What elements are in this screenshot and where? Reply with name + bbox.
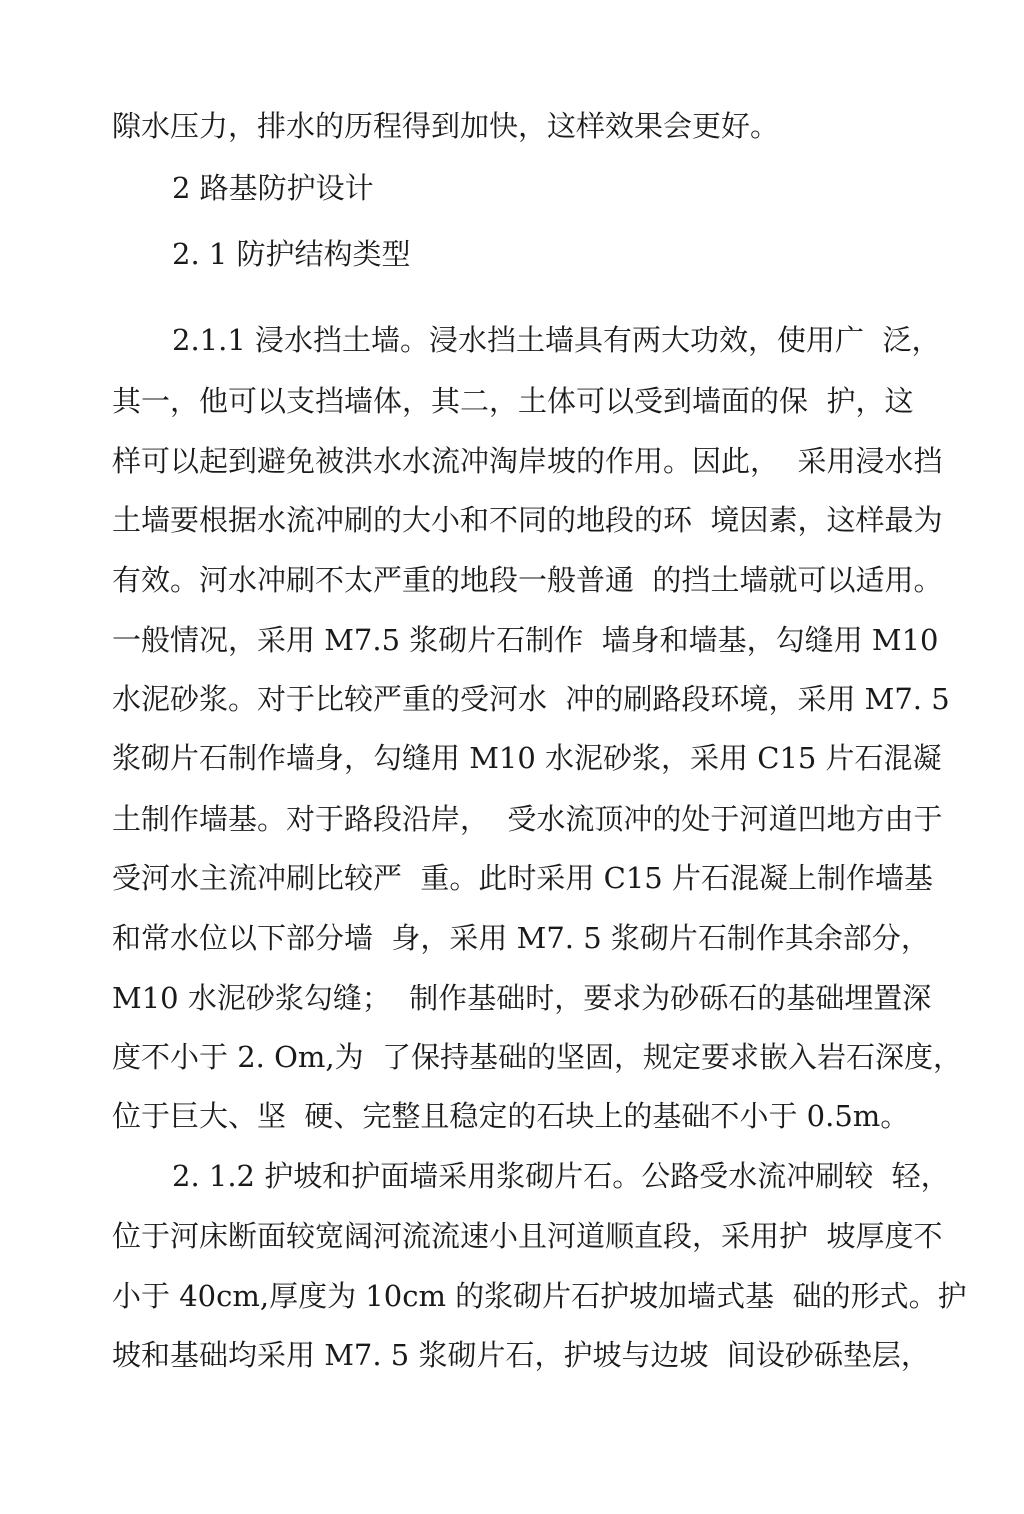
paragraph-line: 和常水位以下部分墙 身，采用 M7. 5 浆砌片石制作其余部分， — [112, 921, 930, 955]
section-heading: 2 路基防护设计 — [172, 171, 374, 205]
paragraph-line: 位于巨大、坚 硬、完整且稳定的石块上的基础不小于 0.5m。 — [112, 1099, 910, 1133]
paragraph-line: 2. 1.2 护坡和护面墙采用浆砌片石。公路受水流冲刷较 轻， — [172, 1159, 950, 1193]
paragraph-line: 有效。河水冲刷不太严重的地段一般普通 的挡土墙就可以适用。 — [112, 563, 943, 597]
paragraph-line: M10 水泥砂浆勾缝； 制作基础时，要求为砂砾石的基础埋置深 — [112, 981, 932, 1015]
paragraph-line: 土制作墙基。对于路段沿岸， 受水流顶冲的处于河道凹地方由于 — [112, 802, 943, 836]
paragraph-line: 度不小于 2. Om,为 了保持基础的坚固，规定要求嵌入岩石深度， — [112, 1040, 963, 1074]
paragraph-line: 位于河床断面较宽阔河流流速小且河道顺直段，采用护 坡厚度不 — [112, 1219, 943, 1253]
paragraph-line: 2.1.1 浸水挡土墙。浸水挡土墙具有两大功效，使用广 泛， — [172, 323, 941, 357]
paragraph-line: 样可以起到避免被洪水水流冲淘岸坡的作用。因此， 采用浸水挡 — [112, 444, 943, 478]
paragraph-line: 坡和基础均采用 M7. 5 浆砌片石，护坡与边坡 间设砂砾垫层， — [112, 1338, 930, 1372]
paragraph-line: 其一，他可以支挡墙体，其二，土体可以受到墙面的保 护，这 — [112, 384, 914, 418]
paragraph-line: 土墙要根据水流冲刷的大小和不同的地段的环 境因素，这样最为 — [112, 503, 943, 537]
paragraph-line: 浆砌片石制作墙身，勾缝用 M10 水泥砂浆，采用 C15 片石混凝 — [112, 741, 942, 775]
paragraph-line: 受河水主流冲刷比较严 重。此时采用 C15 片石混凝上制作墙基 — [112, 861, 933, 895]
paragraph-line: 小于 40cm,厚度为 10cm 的浆砌片石护坡加墙式基 础的形式。护 — [112, 1279, 967, 1313]
paragraph-line: 水泥砂浆。对于比较严重的受河水 冲的刷路段环境，采用 M7. 5 — [112, 682, 950, 716]
subsection-heading: 2. 1 防护结构类型 — [172, 237, 411, 271]
paragraph-line: 一般情况，采用 M7.5 浆砌片石制作 墙身和墙基，勾缝用 M10 — [112, 623, 939, 657]
paragraph-line: 隙水压力，排水的历程得到加快，这样效果会更好。 — [112, 109, 780, 143]
